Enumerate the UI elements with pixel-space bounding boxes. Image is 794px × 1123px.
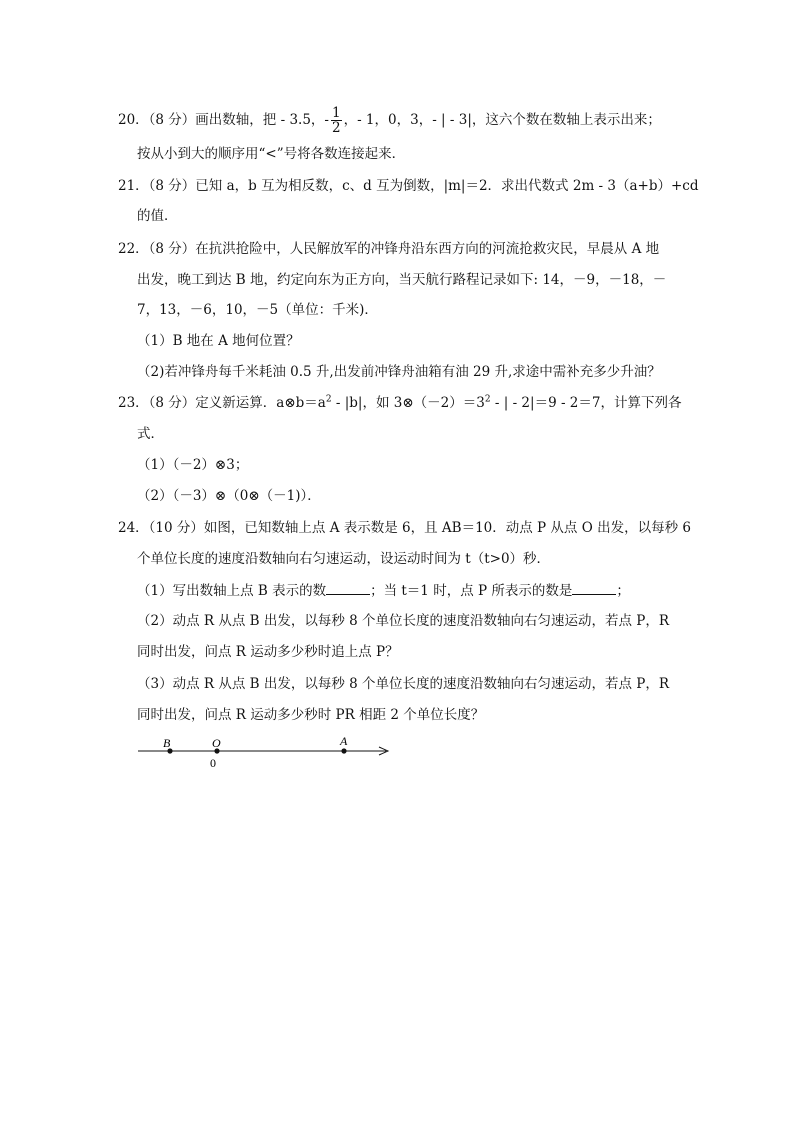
point-a	[341, 748, 346, 753]
label-a: A	[340, 734, 348, 748]
number-line-figure	[136, 730, 396, 775]
q24-part2-line2: 同时出发，问点 R 运动多少秒时追上点 P？	[137, 644, 399, 660]
q22-part1: （1）B 地在 A 地何位置？	[137, 333, 300, 349]
label-b: B	[163, 736, 171, 750]
q22-part2: （2)若冲锋舟每千米耗油 0.5 升,出发前冲锋舟油箱有油 29 升,求途中需补充多少升油？	[137, 364, 661, 380]
fraction-one-half: $\frac{1}{2}$	[331, 105, 341, 136]
q20-line1: 20．（8 分）画出数轴，把 - 3.5，- $\frac{1}{2}$ ，- 1，0，3，- | - 3|，这六个数在数轴上表示出来；	[118, 105, 661, 136]
q22-line3: 7，13，－6，10，－5（单位：千米)．	[137, 302, 378, 318]
q24-part3-line1: （3）动点 R 从点 B 出发，以每秒 8 个单位长度的速度沿数轴向右匀速运动，若点 P，R	[137, 676, 670, 692]
q24-part2-line1: （2）动点 R 从点 B 出发，以每秒 8 个单位长度的速度沿数轴向右匀速运动，若点 P，R	[137, 613, 670, 629]
q24-part1: （1）写出数轴上点 B 表示的数 ；当 t＝1 时，点 P 所表示的数是 ；	[137, 580, 630, 601]
q24-line2: 个单位长度的速度沿数轴向右匀速运动，设运动时间为 t（t>0）秒．	[137, 551, 551, 567]
q22-line2: 出发，晚工到达 B 地，约定向东为正方向，当天航行路程记录如下: 14，－9，－18，－	[137, 272, 667, 288]
label-o: O	[212, 736, 221, 750]
q20-line2: 按从小到大的顺序用“<”号将各数连接起来．	[137, 146, 406, 162]
answer-blank-p[interactable]	[572, 580, 616, 595]
answer-blank-b[interactable]	[326, 580, 370, 595]
q23-line2: 式．	[137, 426, 164, 442]
label-zero: 0	[210, 756, 216, 770]
q23-part1: （1）（－2）⊗3；	[137, 457, 249, 473]
q24-line1: 24．（10 分）如图，已知数轴上点 A 表示数是 6，且 AB＝10．动点 P 从点 O 出发，以每秒 6	[118, 520, 691, 536]
q23-part2: （2）（－3）⊗（0⊗（－1)）．	[137, 488, 321, 504]
q21-line1: 21．（8 分）已知 a，b 互为相反数，c、d 互为倒数，|m|＝2．求出代数式 2m - 3（a+b）+cd	[118, 178, 699, 194]
q22-line1: 22．（8 分）在抗洪抢险中，人民解放军的冲锋舟沿东西方向的河流抢救灾民，早晨从 A 地	[118, 241, 660, 257]
q21-line2: 的值．	[137, 208, 178, 224]
q24-part3-line2: 同时出发，问点 R 运动多少秒时 PR 相距 2 个单位长度？	[137, 707, 485, 723]
q23-line1: 23．（8 分）定义新运算．$a\otimes b=a^2 - |b|$，如 $3\otimes(-2)=3^2$ - | - 2|＝9 - 2＝7，计算下列各	[118, 394, 682, 411]
